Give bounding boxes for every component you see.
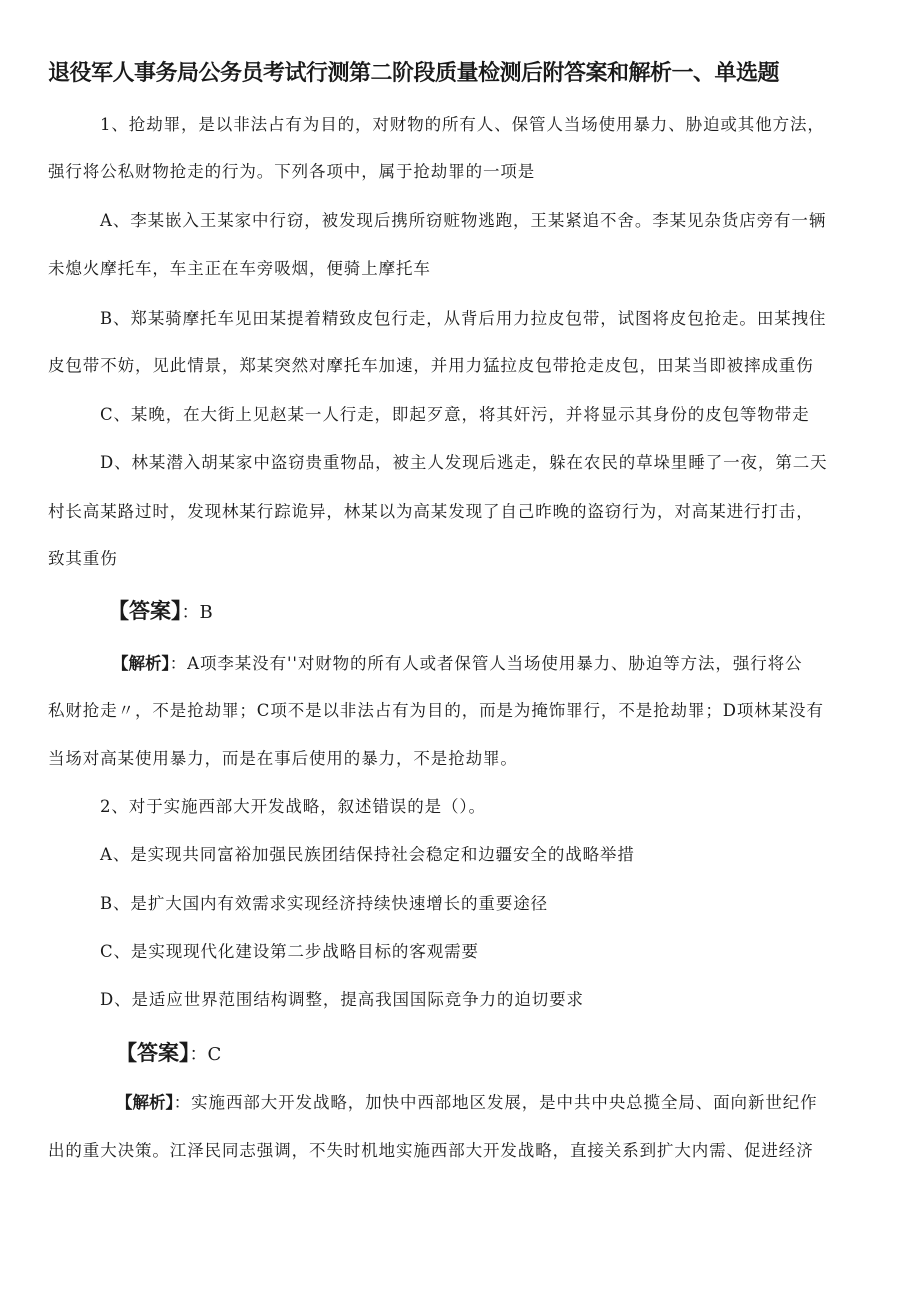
q1-option-d-line-1: D、林某潜入胡某家中盗窃贵重物品，被主人发现后逃走，躲在农民的草垛里睡了一夜，第二天 [100, 453, 828, 472]
page-title: 退役军人事务局公务员考试行测第二阶段质量检测后附答案和解析一、单选题 [48, 61, 780, 86]
q1-option-d-line-3: 致其重伤 [48, 549, 118, 568]
q1-option-c-line-1: C、某晚，在大街上见赵某一人行走，即起歹意，将其奸污，并将显示其身份的皮包等物带走 [100, 405, 810, 424]
q2-answer [116, 1038, 221, 1070]
q1-analysis-line-2: 私财抢走〃，不是抢劫罪；C项不是以非法占有为目的，而是为掩饰罪行，不是抢劫罪；D项林某没有 [48, 701, 824, 720]
q2-stem-line-1: 2、对于实施西部大开发战略，叙述错误的是（）。 [100, 797, 486, 816]
q1-analysis-line-1 [112, 652, 802, 676]
q2-option-d: D、是适应世界范围结构调整，提高我国国际竞争力的迫切要求 [100, 990, 584, 1009]
q1-option-b-line-1: B、郑某骑摩托车见田某提着精致皮包行走，从背后用力拉皮包带，试图将皮包抢走。田某拽住 [100, 309, 827, 328]
q1-answer-value: ：B [181, 602, 213, 623]
q2-answer-value: ：C [189, 1044, 222, 1065]
q1-analysis-text-1: ：A项李某没有''对财物的所有人或者保管人当场使用暴力、胁迫等方法，强行将公 [169, 654, 803, 673]
q2-option-c: C、是实现现代化建设第二步战略目标的客观需要 [100, 942, 479, 961]
q1-answer [108, 596, 213, 628]
q2-answer-label: 【答案】 [116, 1041, 190, 1065]
q2-analysis-label: 【解析】 [116, 1093, 174, 1112]
q1-stem-line-2: 强行将公私财物抢走的行为。下列各项中，属于抢劫罪的一项是 [48, 162, 536, 181]
q1-analysis-label: 【解析】 [112, 654, 170, 673]
q1-option-a-line-2: 未熄火摩托车，车主正在车旁吸烟，便骑上摩托车 [48, 259, 431, 278]
q1-stem-line-1: 1、抢劫罪，是以非法占有为目的，对财物的所有人、保管人当场使用暴力、胁迫或其他方法， [100, 115, 825, 134]
q2-option-a: A、是实现共同富裕加强民族团结保持社会稳定和边疆安全的战略举措 [100, 845, 635, 864]
q1-option-d-line-2: 村长高某路过时，发现林某行踪诡异，林某以为高某发现了自己昨晚的盗窃行为，对高某进行打击， [48, 502, 814, 521]
q1-option-a-line-1: A、李某嵌入王某家中行窃，被发现后携所窃赃物逃跑，王某紧追不舍。李某见杂货店旁有一辆 [100, 211, 827, 230]
q2-analysis-text-1: ：实施西部大开发战略，加快中西部地区发展，是中共中央总揽全局、面向新世纪作 [173, 1093, 818, 1112]
q1-option-b-line-2: 皮包带不妨，见此情景，郑某突然对摩托车加速，并用力猛拉皮包带抢走皮包，田某当即被摔成重伤 [48, 356, 814, 375]
q2-option-b: B、是扩大国内有效需求实现经济持续快速增长的重要途径 [100, 894, 549, 913]
q1-answer-label: 【答案】 [108, 599, 182, 623]
q2-analysis-line-1 [116, 1091, 818, 1115]
q2-analysis-line-2: 出的重大决策。江泽民同志强调，不失时机地实施西部大开发战略，直接关系到扩大内需、促进经济 [48, 1141, 814, 1160]
q1-analysis-line-3: 当场对高某使用暴力，而是在事后使用的暴力，不是抢劫罪。 [48, 749, 518, 768]
